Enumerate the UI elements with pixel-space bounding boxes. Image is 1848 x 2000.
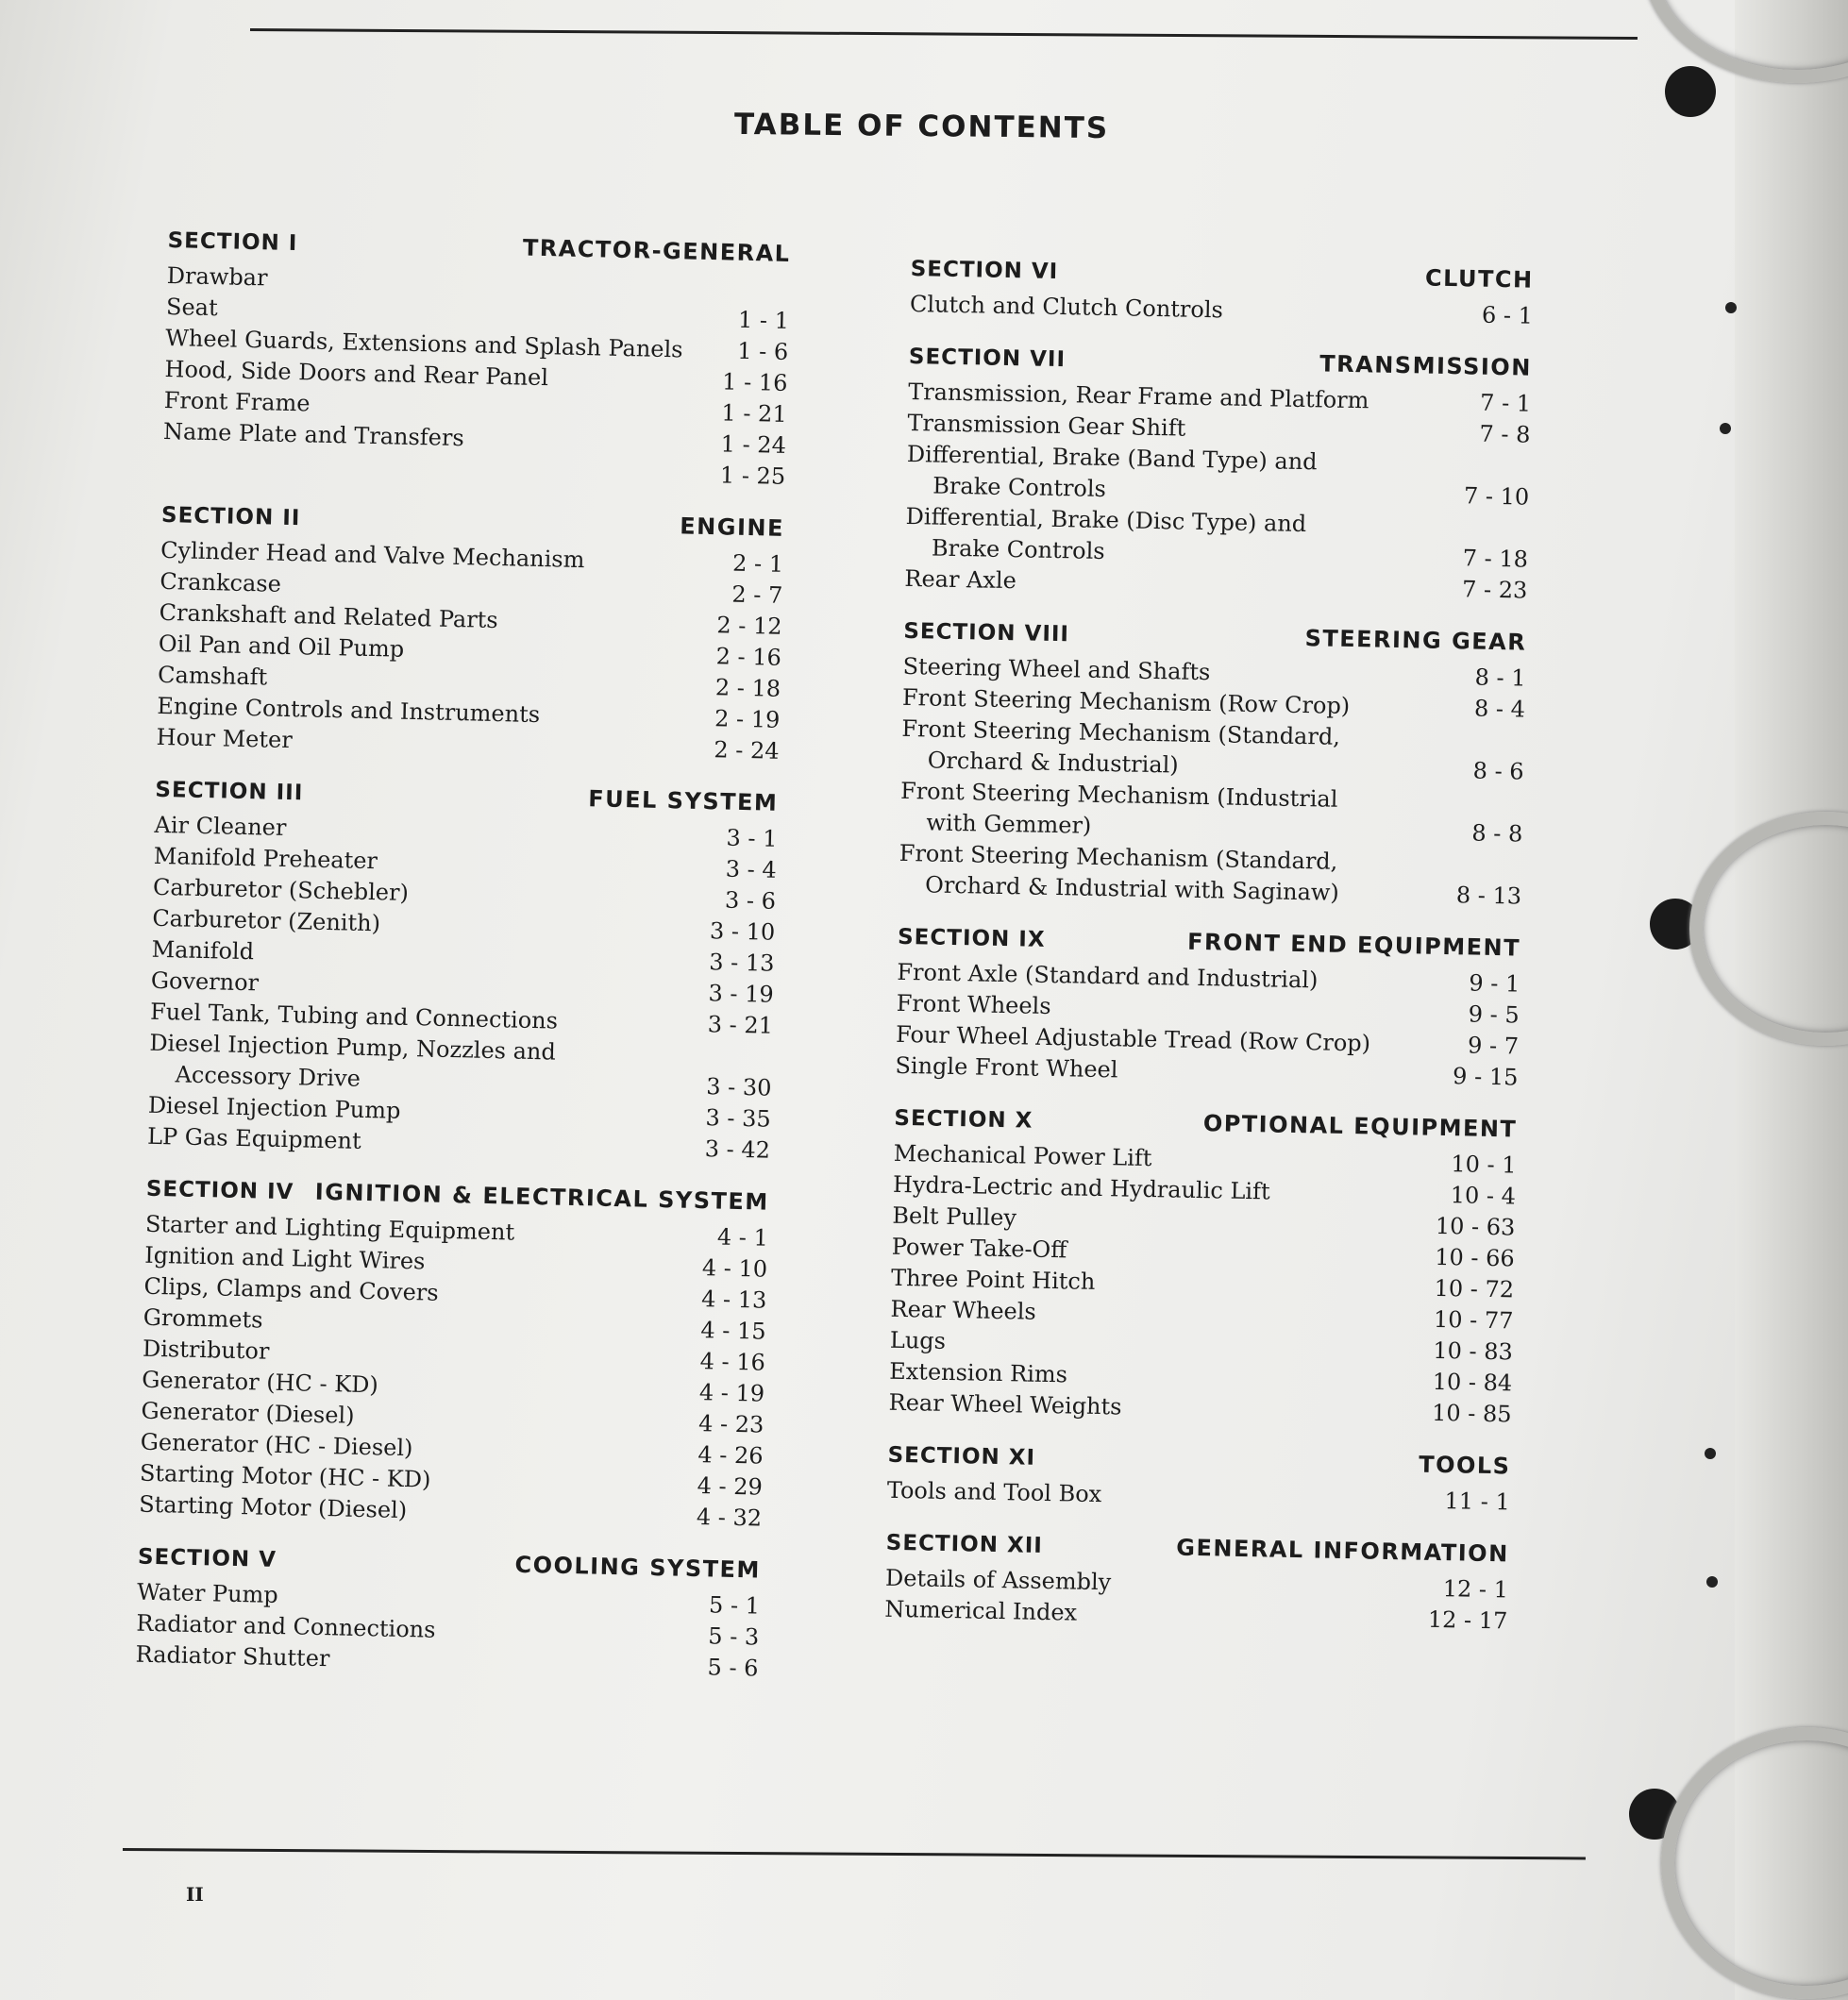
entry-label xyxy=(906,439,1318,509)
entry-label xyxy=(888,1387,1121,1423)
entry-page: 10 - 1 xyxy=(1451,1151,1517,1179)
entry-page: 5 - 1 xyxy=(708,1591,761,1620)
entry-title: Rear Wheels xyxy=(890,1295,1037,1325)
toc-entry xyxy=(899,776,1523,850)
entry-title: Transmission Gear Shift xyxy=(907,409,1186,442)
entry-page: 4 - 29 xyxy=(697,1472,764,1501)
top-rule xyxy=(250,28,1638,40)
entry-title: Mechanical Power Lift xyxy=(893,1139,1152,1172)
entry-page: 10 - 63 xyxy=(1435,1212,1516,1241)
section-name: TRACTOR-GENERAL xyxy=(522,234,791,267)
entry-page: 1 - 21 xyxy=(721,399,787,428)
toc-section xyxy=(139,1175,769,1535)
section-number: SECTION VII xyxy=(908,344,1067,373)
entry-page: 4 - 23 xyxy=(697,1410,764,1438)
section-number: SECTION XI xyxy=(887,1442,1036,1471)
entry-page: 1 - 1 xyxy=(737,306,790,334)
entry-title-continued: Accessory Drive xyxy=(175,1061,361,1092)
entry-page: 12 - 17 xyxy=(1427,1605,1508,1635)
section-number: SECTION IV xyxy=(145,1176,294,1205)
toc-section xyxy=(147,776,779,1167)
entry-page: 7 - 1 xyxy=(1479,389,1532,417)
section-number: SECTION II xyxy=(160,502,301,531)
entry-page: 1 - 6 xyxy=(736,337,789,365)
entry-title: Rear Wheel Weights xyxy=(888,1388,1122,1420)
entry-title: Power Take-Off xyxy=(891,1233,1067,1264)
section-number: SECTION X xyxy=(894,1105,1033,1134)
entry-label xyxy=(154,810,287,844)
entry-page: 7 - 18 xyxy=(1462,545,1529,573)
entry-title: Clutch and Clutch Controls xyxy=(909,290,1224,324)
entry-page: 9 - 15 xyxy=(1452,1063,1519,1091)
entry-title: Tools and Tool Box xyxy=(886,1476,1102,1508)
toc-entry xyxy=(905,501,1529,576)
entry-title: Water Pump xyxy=(136,1578,279,1609)
entry-title: Hood, Side Doors and Rear Panel xyxy=(164,355,549,392)
section-heading xyxy=(167,227,790,267)
toc-section xyxy=(910,255,1534,332)
entry-title-continued: Orchard & Industrial with Saginaw) xyxy=(924,871,1340,906)
section-number: SECTION V xyxy=(137,1544,277,1572)
section-heading xyxy=(898,923,1520,962)
section-name: TOOLS xyxy=(1418,1451,1511,1480)
page-title: TABLE OF CONTENTS xyxy=(733,107,1110,146)
entry-title: Belt Pulley xyxy=(892,1202,1017,1232)
section-name: IGNITION & ELECTRICAL SYSTEM xyxy=(314,1178,770,1216)
entry-page: 3 - 10 xyxy=(709,917,776,946)
entry-page: 5 - 6 xyxy=(707,1654,759,1682)
entry-page: 9 - 5 xyxy=(1468,1000,1520,1029)
entry-title: LP Gas Equipment xyxy=(146,1122,361,1154)
entry-label xyxy=(890,1325,947,1357)
entry-page: 10 - 77 xyxy=(1433,1305,1514,1335)
entry-label xyxy=(150,966,259,1000)
entry-title: Transmission, Rear Frame and Platform xyxy=(907,378,1369,414)
entry-title: Extension Rims xyxy=(889,1357,1068,1388)
section-heading xyxy=(887,1441,1510,1480)
entry-page: 8 - 1 xyxy=(1474,664,1526,692)
entry-title: Radiator and Connections xyxy=(136,1609,436,1643)
section-number: SECTION I xyxy=(167,227,298,257)
entry-title: Ignition and Light Wires xyxy=(143,1241,426,1275)
entry-title: Grommets xyxy=(143,1303,263,1334)
entry-title: Distributor xyxy=(142,1335,270,1365)
entry-title: Hour Meter xyxy=(156,723,294,754)
entry-label xyxy=(166,261,267,294)
entry-page: 2 - 19 xyxy=(714,705,781,733)
entry-page: 3 - 13 xyxy=(708,949,775,977)
section-name: STEERING GEAR xyxy=(1304,625,1527,656)
ink-dot xyxy=(1705,1448,1716,1459)
entry-page: 3 - 4 xyxy=(725,855,778,883)
entry-page: 12 - 1 xyxy=(1442,1575,1509,1604)
entry-page: 3 - 35 xyxy=(705,1104,772,1133)
left-column xyxy=(135,227,791,1707)
right-column xyxy=(884,255,1534,1659)
entry-title: Four Wheel Adjustable Tread (Row Crop) xyxy=(895,1020,1371,1057)
entry-title: Generator (Diesel) xyxy=(141,1397,355,1429)
toc-section xyxy=(899,617,1527,913)
section-number: SECTION VI xyxy=(910,256,1059,285)
binder-ring-middle xyxy=(1689,812,1848,1046)
entry-page: 4 - 15 xyxy=(700,1317,766,1345)
entry-title: Wheel Guards, Extensions and Splash Panels xyxy=(165,324,683,363)
section-heading xyxy=(903,617,1526,656)
entry-label xyxy=(895,1050,1118,1086)
entry-label xyxy=(891,1263,1096,1298)
section-number: SECTION XII xyxy=(885,1530,1044,1558)
entry-title: Three Point Hitch xyxy=(890,1264,1096,1295)
section-heading xyxy=(155,776,778,816)
entry-page: 7 - 10 xyxy=(1463,482,1530,511)
entry-title: Starting Motor (Diesel) xyxy=(138,1490,408,1524)
entry-label xyxy=(910,289,1223,326)
entry-page: 8 - 13 xyxy=(1455,882,1522,910)
entry-label xyxy=(137,1577,278,1611)
entry-title: Starting Motor (HC - KD) xyxy=(139,1459,431,1493)
entry-page: 10 - 66 xyxy=(1434,1243,1515,1272)
entry-page: 4 - 32 xyxy=(696,1504,763,1532)
toc-section xyxy=(135,1543,761,1685)
entry-title: Steering Wheel and Shafts xyxy=(902,652,1211,686)
entry-label xyxy=(891,1232,1067,1267)
entry-page: 2 - 7 xyxy=(731,580,783,609)
entry-page: 3 - 42 xyxy=(704,1135,771,1164)
section-heading xyxy=(894,1104,1517,1143)
entry-title: Differential, Brake (Band Type) and xyxy=(906,440,1318,476)
entry-label xyxy=(892,1201,1016,1235)
entry-label xyxy=(141,1396,355,1432)
entry-label xyxy=(152,903,380,939)
entry-page: 1 - 24 xyxy=(720,430,787,459)
entry-title: Front Axle (Standard and Industrial) xyxy=(897,958,1319,994)
entry-title-continued: Orchard & Industrial) xyxy=(927,747,1179,779)
entry-title: Name Plate and Transfers xyxy=(162,417,465,452)
toc-section xyxy=(162,227,791,493)
entry-page: 5 - 3 xyxy=(708,1622,760,1651)
entry-title: Starter and Lighting Equipment xyxy=(144,1210,515,1246)
entry-label xyxy=(166,292,218,324)
entry-label xyxy=(889,1356,1067,1391)
entry-title: Front Steering Mechanism (Industrial xyxy=(899,777,1338,813)
entry-label xyxy=(896,988,1050,1022)
entry-label xyxy=(148,1028,556,1100)
entry-label xyxy=(153,841,378,877)
entry-title: Generator (HC - Diesel) xyxy=(140,1428,413,1462)
page-number: II xyxy=(186,1883,204,1906)
section-number: SECTION VIII xyxy=(903,618,1070,647)
entry-label xyxy=(143,1334,270,1368)
section-number: SECTION IX xyxy=(897,924,1046,952)
entry-label xyxy=(158,660,268,694)
entry-title: Single Front Wheel xyxy=(895,1051,1118,1084)
entry-page: 4 - 1 xyxy=(716,1223,769,1252)
toc-entry xyxy=(887,1475,1511,1519)
entry-label xyxy=(163,385,310,420)
toc-section xyxy=(887,1441,1511,1519)
toc-section xyxy=(904,343,1532,607)
entry-page: 9 - 1 xyxy=(1469,969,1520,998)
toc-section xyxy=(888,1104,1517,1431)
entry-title: Details of Assembly xyxy=(884,1564,1112,1596)
punch-hole-top xyxy=(1665,66,1716,117)
entry-label xyxy=(890,1294,1036,1328)
entry-page: 3 - 30 xyxy=(705,1073,772,1101)
entry-page: 6 - 1 xyxy=(1481,301,1534,329)
entry-title-continued: with Gemmer) xyxy=(926,809,1092,839)
entry-title: Lugs xyxy=(889,1326,947,1354)
entry-title: Fuel Tank, Tubing and Connections xyxy=(149,998,559,1034)
entry-page: 8 - 6 xyxy=(1472,757,1524,785)
entry-label xyxy=(900,714,1340,784)
toc-section xyxy=(884,1529,1509,1638)
entry-title: Diesel Injection Pump xyxy=(147,1091,401,1124)
entry-page: 10 - 72 xyxy=(1434,1274,1515,1303)
entry-page: 2 - 12 xyxy=(716,612,782,640)
entry-title: Front Steering Mechanism (Standard, xyxy=(899,839,1338,875)
toc-entry xyxy=(910,289,1534,332)
entry-title: Front Frame xyxy=(163,386,311,417)
section-name: COOLING SYSTEM xyxy=(514,1551,762,1584)
entry-page: 3 - 6 xyxy=(724,886,777,915)
section-name: GENERAL INFORMATION xyxy=(1176,1534,1509,1568)
entry-title: Hydra-Lectric and Hydraulic Lift xyxy=(892,1170,1270,1205)
entry-page: 10 - 84 xyxy=(1432,1368,1513,1397)
entry-label xyxy=(893,1138,1151,1174)
entry-title-continued: Brake Controls xyxy=(931,534,1105,565)
entry-page: 3 - 19 xyxy=(708,980,775,1008)
entry-label xyxy=(162,447,163,479)
ink-dot xyxy=(1720,423,1731,434)
entry-title: Diesel Injection Pump, Nozzles and xyxy=(149,1029,557,1066)
entry-page: 4 - 16 xyxy=(699,1348,766,1376)
entry-page: 2 - 24 xyxy=(714,736,780,765)
section-name: FUEL SYSTEM xyxy=(588,785,779,816)
section-heading xyxy=(138,1543,761,1584)
section-name: TRANSMISSION xyxy=(1319,350,1533,381)
entry-label xyxy=(135,1639,329,1675)
entry-title: Engine Controls and Instruments xyxy=(157,692,541,729)
entry-title: Clips, Clamps and Covers xyxy=(143,1272,439,1306)
bottom-rule xyxy=(123,1848,1586,1859)
entry-page: 4 - 10 xyxy=(701,1254,768,1283)
entry-title: Front Steering Mechanism (Row Crop) xyxy=(901,683,1351,720)
entry-page: 4 - 13 xyxy=(700,1286,767,1314)
entry-title: Drawbar xyxy=(166,261,268,292)
entry-title: Governor xyxy=(150,966,260,997)
toc-section xyxy=(895,923,1520,1094)
section-heading xyxy=(161,501,784,542)
entry-title: Carburetor (Schebler) xyxy=(152,873,410,906)
section-heading xyxy=(146,1175,769,1216)
section-number: SECTION III xyxy=(155,777,304,806)
entry-label xyxy=(147,1121,361,1157)
entry-label xyxy=(899,838,1340,909)
entry-page: 10 - 4 xyxy=(1450,1182,1517,1210)
section-name: OPTIONAL EQUIPMENT xyxy=(1202,1110,1518,1143)
entry-title: Generator (HC - KD) xyxy=(141,1366,379,1399)
entry-label xyxy=(899,776,1338,847)
entry-page: 1 - 25 xyxy=(719,462,786,490)
entry-label xyxy=(143,1303,262,1336)
entry-page: 10 - 83 xyxy=(1433,1336,1514,1366)
toc-section xyxy=(156,501,784,767)
entry-title: Oil Pan and Oil Pump xyxy=(158,630,405,663)
toc-entry xyxy=(900,714,1524,788)
entry-page: 2 - 16 xyxy=(715,643,782,671)
ink-dot xyxy=(1725,302,1737,313)
entry-label xyxy=(160,566,281,600)
entry-title: Camshaft xyxy=(157,661,268,691)
entry-page: 7 - 23 xyxy=(1461,576,1528,604)
entry-page: 4 - 19 xyxy=(698,1379,765,1407)
entry-title-continued: Brake Controls xyxy=(932,472,1107,503)
entry-title: Differential, Brake (Disc Type) and xyxy=(905,502,1307,538)
section-heading xyxy=(909,343,1532,381)
entry-page: 7 - 8 xyxy=(1479,420,1531,448)
section-name: ENGINE xyxy=(680,513,785,542)
entry-page: 10 - 85 xyxy=(1431,1399,1512,1428)
entry-title: Front Steering Mechanism (Standard, xyxy=(901,714,1341,750)
entry-label xyxy=(884,1594,1077,1629)
entry-title: Front Wheels xyxy=(896,989,1051,1019)
entry-title: Radiator Shutter xyxy=(135,1640,330,1672)
entry-label xyxy=(904,563,1016,597)
entry-title: Air Cleaner xyxy=(154,811,287,842)
entry-title: Carburetor (Zenith) xyxy=(152,904,381,937)
entry-page: 9 - 7 xyxy=(1467,1032,1520,1060)
entry-title: Manifold Preheater xyxy=(153,842,378,875)
entry-page: 8 - 8 xyxy=(1471,819,1523,848)
entry-label xyxy=(887,1475,1102,1510)
binder-ring-bottom xyxy=(1661,1727,1848,1999)
entry-page: 3 - 1 xyxy=(726,824,778,852)
entry-title: Rear Axle xyxy=(904,564,1017,595)
section-heading xyxy=(886,1529,1509,1568)
entry-title: Manifold xyxy=(151,935,255,966)
section-name: CLUTCH xyxy=(1424,264,1534,294)
entry-title: Seat xyxy=(165,293,218,322)
entry-label xyxy=(885,1563,1112,1599)
entry-page: 2 - 1 xyxy=(731,549,784,578)
entry-page: 11 - 1 xyxy=(1444,1487,1511,1516)
entry-label xyxy=(907,408,1185,445)
entry-page: 2 - 18 xyxy=(714,674,781,702)
entry-page: 4 - 26 xyxy=(697,1441,764,1470)
toc-entry xyxy=(906,439,1530,513)
entry-title: Cylinder Head and Valve Mechanism xyxy=(160,536,585,574)
section-heading xyxy=(910,255,1533,294)
entry-label xyxy=(151,934,254,967)
ink-dot xyxy=(1706,1576,1718,1588)
entry-label xyxy=(139,1489,408,1526)
entry-title: Crankshaft and Related Parts xyxy=(159,598,499,634)
entry-page: 8 - 4 xyxy=(1473,695,1526,723)
entry-title: Crankcase xyxy=(160,567,282,597)
entry-label xyxy=(156,722,293,756)
section-name: FRONT END EQUIPMENT xyxy=(1186,928,1521,962)
toc-entry xyxy=(899,838,1522,913)
entry-page: 3 - 21 xyxy=(707,1011,774,1039)
entry-label xyxy=(905,501,1307,571)
binder-ring-top xyxy=(1642,0,1848,83)
entry-page: 1 - 16 xyxy=(721,368,788,396)
entry-title: Numerical Index xyxy=(884,1595,1078,1626)
